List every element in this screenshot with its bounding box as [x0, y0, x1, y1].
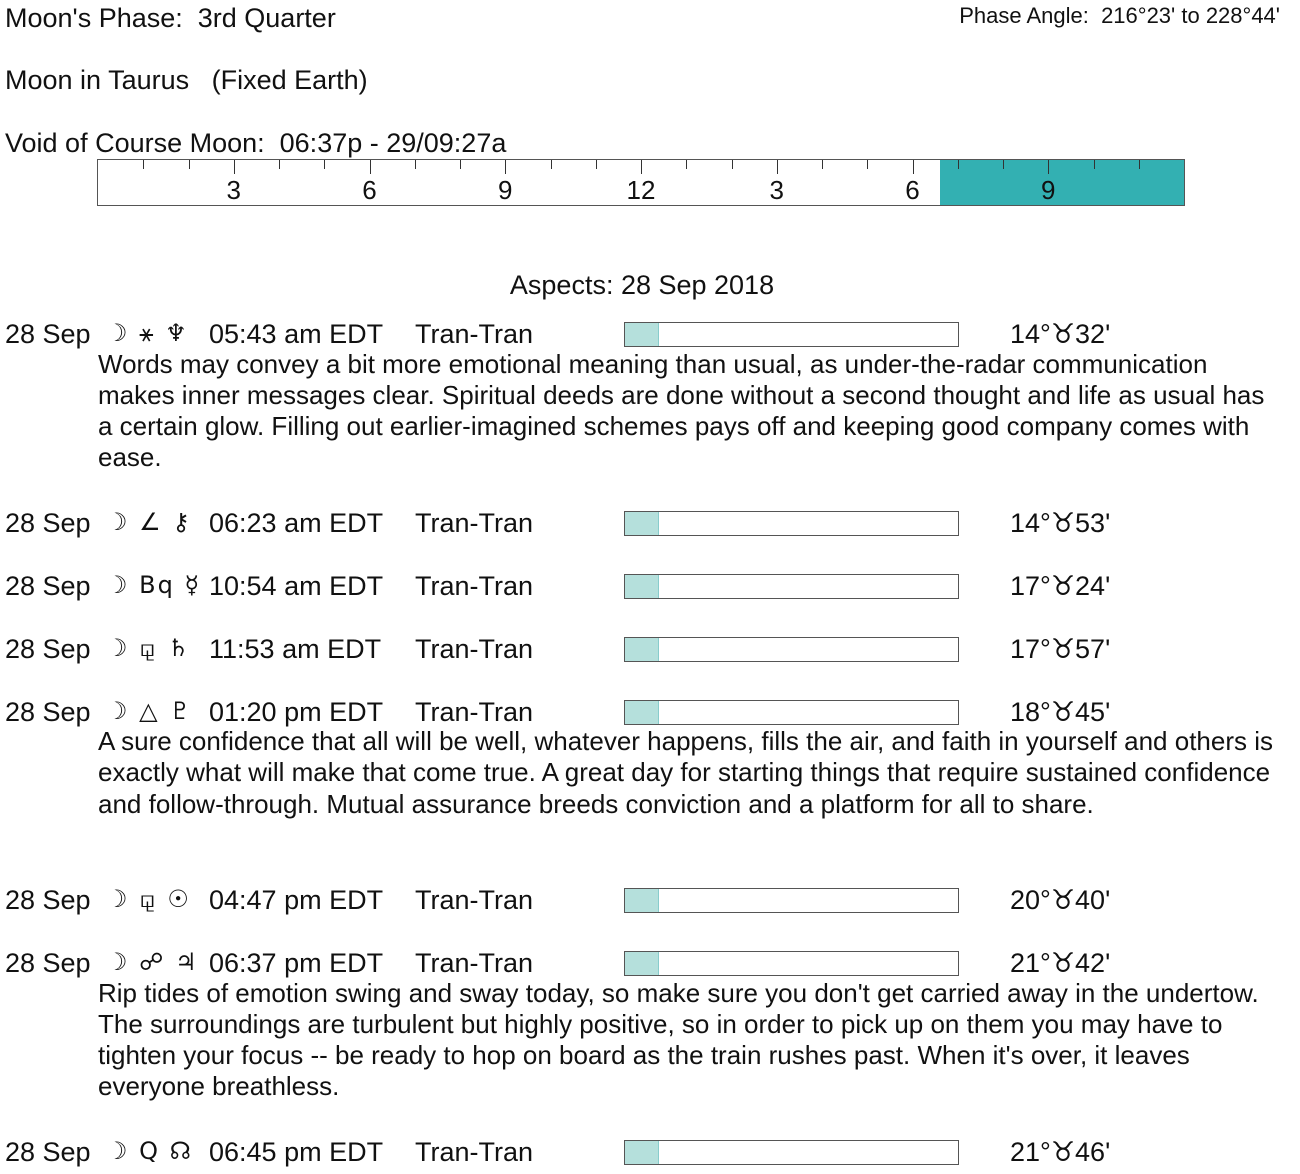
aspect-date: 28 Sep — [5, 696, 91, 727]
aspect-description: Rip tides of emotion swing and sway today, so make sure you don't get carried away in the undertow. The surroundings are turbulent but highly positive, so in order to pick up on them you may have to tighten your focus -- be ready to hop on board as the train rushes past. When it's over, it leaves everyone breathless. — [98, 977, 1259, 1102]
aspect-strength-fill — [625, 889, 659, 912]
aspect-strength-bar — [624, 511, 959, 536]
aspect-position: 18°♉45' — [1010, 696, 1111, 727]
void-of-course-timeline — [97, 159, 1185, 206]
timeline-tick — [913, 160, 914, 174]
aspect-type: Tran-Tran — [415, 1136, 534, 1167]
aspect-strength-fill — [625, 575, 659, 598]
aspect-strength-fill — [625, 701, 659, 724]
timeline-hour-label: 12 — [626, 175, 656, 205]
timeline-tick — [732, 160, 733, 169]
aspect-time: 06:23 am EDT — [209, 507, 384, 538]
timeline-tick — [1139, 160, 1140, 169]
timeline-tick — [822, 160, 823, 169]
timeline-tick — [641, 160, 642, 174]
aspect-description: Words may convey a bit more emotional meaning than usual, as under-the-radar communication makes inner messages clear. Spiritual deeds are done without a second thought and life as usual has a certain glow. Filling out earlier-imagined schemes pays off and keeping good company comes with ease. — [98, 348, 1265, 473]
aspect-date: 28 Sep — [5, 948, 91, 978]
timeline-hour-label: 3 — [226, 175, 241, 205]
timeline-tick — [867, 160, 868, 169]
aspect-strength-bar — [624, 1140, 959, 1165]
timeline-tick — [279, 160, 280, 169]
aspect-type: Tran-Tran — [415, 633, 534, 664]
timeline-tick — [234, 160, 235, 174]
timeline-hour-label: 9 — [498, 175, 513, 205]
aspect-glyphs: ☽ ⚼ ♄ — [106, 633, 191, 662]
aspect-strength-fill — [625, 638, 659, 661]
aspect-time: 06:45 pm EDT — [209, 1136, 384, 1167]
aspect-date: 28 Sep — [5, 1136, 91, 1167]
aspect-glyphs: ☽ ⚹ ♆ — [106, 319, 189, 347]
void-of-course-range — [940, 160, 1184, 205]
aspect-description: A sure confidence that all will be well, whatever happens, fills the air, and faith in yourself and others is exactly what will make that come true. A great day for starting things that require sustained confidence and follow-through. Mutual assurance breeds conviction and a platform for all to share. — [98, 726, 1273, 819]
aspect-strength-bar — [624, 637, 959, 662]
timeline-tick — [596, 160, 597, 169]
aspect-time: 11:53 am EDT — [209, 633, 382, 664]
aspect-time: 05:43 am EDT — [209, 319, 384, 349]
aspect-type: Tran-Tran — [415, 570, 534, 601]
aspect-position: 14°♉32' — [1010, 319, 1111, 349]
aspect-date: 28 Sep — [5, 885, 91, 915]
aspect-glyphs: ☽ ⚼ ☉ — [106, 885, 191, 913]
aspect-strength-bar — [624, 322, 959, 347]
timeline-tick — [143, 160, 144, 169]
aspect-strength-fill — [625, 1141, 659, 1164]
aspect-position: 21°♉46' — [1010, 1136, 1111, 1167]
aspect-type: Tran-Tran — [415, 885, 534, 915]
aspect-date: 28 Sep — [5, 507, 91, 538]
phase-angle: Phase Angle: 216°23' to 228°44' — [959, 3, 1280, 28]
aspect-row — [0, 568, 1300, 608]
void-of-course-moon: Void of Course Moon: 06:37p - 29/09:27a — [5, 128, 507, 158]
timeline-hour-label: 3 — [769, 175, 784, 205]
aspect-date: 28 Sep — [5, 570, 91, 601]
timeline-tick — [324, 160, 325, 169]
timeline-tick — [551, 160, 552, 169]
aspect-position: 20°♉40' — [1010, 885, 1111, 915]
aspect-strength-fill — [625, 952, 659, 975]
aspect-position: 17°♉57' — [1010, 633, 1111, 664]
aspect-time: 04:47 pm EDT — [209, 885, 384, 915]
aspect-position: 14°♉53' — [1010, 507, 1111, 538]
aspect-glyphs: ☽ △ ♇ — [106, 696, 193, 725]
timeline-tick — [686, 160, 687, 169]
aspect-glyphs: ☽ Q ☊ — [106, 1136, 193, 1165]
aspect-time: 06:37 pm EDT — [209, 948, 384, 978]
aspect-date: 28 Sep — [5, 633, 91, 664]
aspect-strength-bar — [624, 951, 959, 976]
aspects-title: Aspects: 28 Sep 2018 — [509, 270, 775, 300]
timeline-tick — [370, 160, 371, 174]
aspect-row — [0, 631, 1300, 671]
timeline-tick — [460, 160, 461, 169]
moon-phase: Moon's Phase: 3rd Quarter — [5, 3, 336, 33]
aspect-position: 21°♉42' — [1010, 948, 1111, 978]
timeline-tick — [1094, 160, 1095, 169]
timeline-hour-label: 9 — [1041, 175, 1056, 205]
timeline-tick — [505, 160, 506, 174]
timeline-hour-label: 6 — [362, 175, 377, 205]
aspect-glyphs: ☽ Bq ☿ — [106, 570, 202, 599]
aspect-strength-fill — [625, 512, 659, 535]
timeline-tick — [777, 160, 778, 174]
aspect-type: Tran-Tran — [415, 696, 534, 727]
aspect-time: 01:20 pm EDT — [209, 696, 384, 727]
aspect-time: 10:54 am EDT — [209, 570, 384, 601]
aspect-glyphs: ☽ ☍ ♃ — [106, 948, 199, 976]
aspect-type: Tran-Tran — [415, 507, 534, 538]
timeline-tick — [415, 160, 416, 169]
aspect-strength-bar — [624, 700, 959, 725]
aspect-row — [0, 505, 1300, 545]
timeline-tick — [1003, 160, 1004, 169]
aspect-type: Tran-Tran — [415, 319, 534, 349]
timeline-tick — [189, 160, 190, 169]
aspect-strength-bar — [624, 574, 959, 599]
timeline-hour-label: 6 — [905, 175, 920, 205]
aspect-strength-fill — [625, 323, 659, 346]
aspect-date: 28 Sep — [5, 319, 91, 349]
aspect-strength-bar — [624, 888, 959, 913]
aspect-type: Tran-Tran — [415, 948, 534, 978]
timeline-tick — [958, 160, 959, 169]
moon-sign: Moon in Taurus (Fixed Earth) — [5, 65, 368, 95]
aspect-row — [0, 882, 1300, 922]
aspect-position: 17°♉24' — [1010, 570, 1111, 601]
timeline-tick — [1048, 160, 1049, 174]
aspect-glyphs: ☽ ∠ ⚷ — [106, 507, 192, 536]
